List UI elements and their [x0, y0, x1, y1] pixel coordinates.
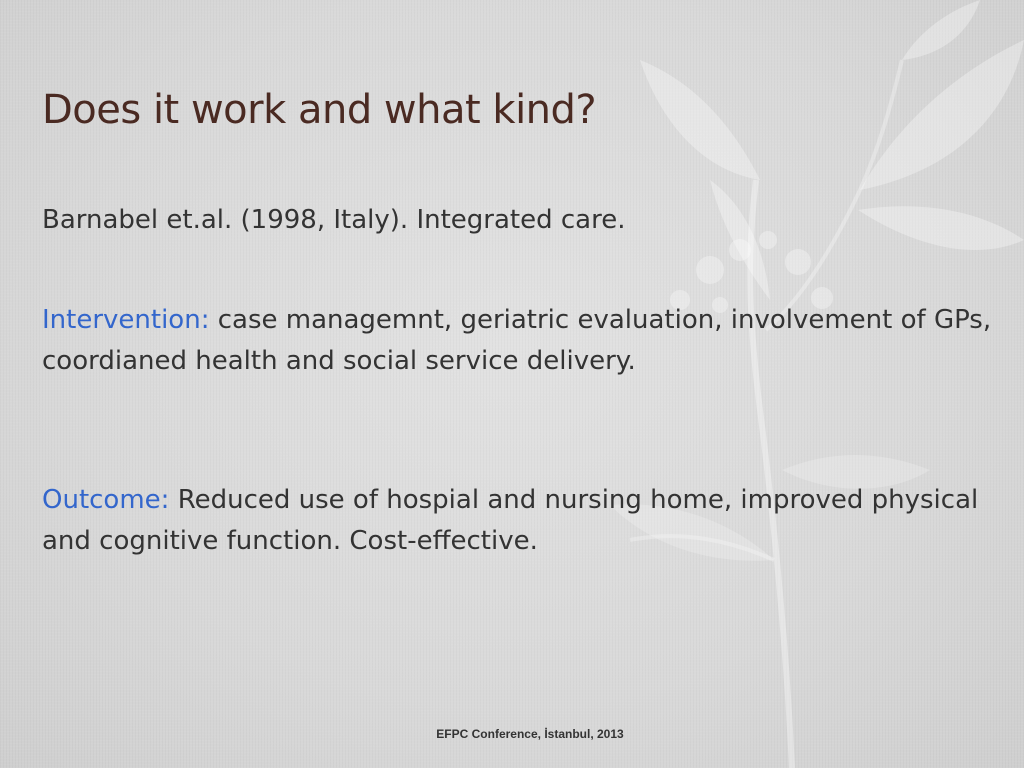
slide-title: Does it work and what kind?	[42, 87, 597, 133]
outcome-paragraph	[42, 480, 992, 562]
outcome-label: Outcome:	[42, 485, 170, 515]
intervention-label: Intervention:	[42, 305, 210, 335]
slide-footer: EFPC Conference, İstanbul, 2013	[436, 727, 624, 741]
outcome-text: Reduced use of hospial and nursing home, improved physical and cognitive function. Cost-effective.	[42, 485, 979, 556]
intervention-paragraph	[42, 300, 992, 382]
intervention-text: case managemnt, geriatric evaluation, involvement of GPs, coordianed health and social service delivery.	[42, 305, 992, 376]
study-citation: Barnabel et.al. (1998, Italy). Integrated care.	[42, 205, 626, 235]
